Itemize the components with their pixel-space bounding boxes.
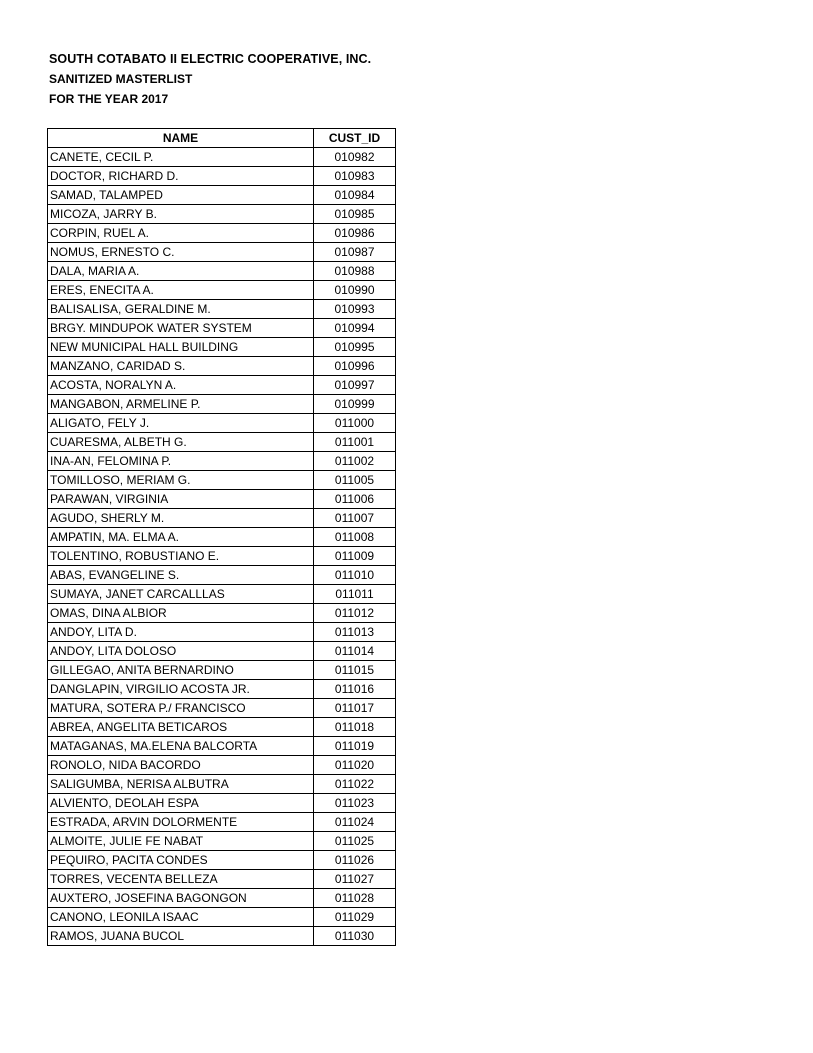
customer-id-cell: 011018 bbox=[314, 718, 396, 737]
customer-name-cell: DANGLAPIN, VIRGILIO ACOSTA JR. bbox=[48, 680, 314, 699]
customer-name-cell: CORPIN, RUEL A. bbox=[48, 224, 314, 243]
table-row bbox=[48, 585, 396, 604]
customer-id-cell: 011027 bbox=[314, 870, 396, 889]
customer-id-cell: 010993 bbox=[314, 300, 396, 319]
table-row bbox=[48, 661, 396, 680]
table-row bbox=[48, 300, 396, 319]
customer-name-cell: BRGY. MINDUPOK WATER SYSTEM bbox=[48, 319, 314, 338]
customer-id-cell: 011014 bbox=[314, 642, 396, 661]
customer-name-cell: ABAS, EVANGELINE S. bbox=[48, 566, 314, 585]
customer-id-cell: 011023 bbox=[314, 794, 396, 813]
table-row bbox=[48, 832, 396, 851]
table-row bbox=[48, 148, 396, 167]
customer-id-cell: 011025 bbox=[314, 832, 396, 851]
table-row bbox=[48, 205, 396, 224]
customer-name-cell: AUXTERO, JOSEFINA BAGONGON bbox=[48, 889, 314, 908]
customer-name-cell: MANGABON, ARMELINE P. bbox=[48, 395, 314, 414]
customer-id-cell: 010995 bbox=[314, 338, 396, 357]
column-header-name: NAME bbox=[48, 129, 314, 148]
table-row bbox=[48, 338, 396, 357]
customer-name-cell: NEW MUNICIPAL HALL BUILDING bbox=[48, 338, 314, 357]
customer-id-cell: 011017 bbox=[314, 699, 396, 718]
table-header-row bbox=[48, 129, 396, 148]
customer-id-cell: 011009 bbox=[314, 547, 396, 566]
document-year: FOR THE YEAR 2017 bbox=[49, 92, 169, 106]
table-row bbox=[48, 756, 396, 775]
table-row bbox=[48, 452, 396, 471]
customer-id-cell: 010994 bbox=[314, 319, 396, 338]
table-row bbox=[48, 927, 396, 946]
customer-id-cell: 011019 bbox=[314, 737, 396, 756]
column-header-cust-id: CUST_ID bbox=[314, 129, 396, 148]
table-row bbox=[48, 908, 396, 927]
customer-name-cell: BALISALISA, GERALDINE M. bbox=[48, 300, 314, 319]
customer-name-cell: CUARESMA, ALBETH G. bbox=[48, 433, 314, 452]
customer-name-cell: DALA, MARIA A. bbox=[48, 262, 314, 281]
customer-name-cell: SAMAD, TALAMPED bbox=[48, 186, 314, 205]
customer-name-cell: TOMILLOSO, MERIAM G. bbox=[48, 471, 314, 490]
table-row bbox=[48, 357, 396, 376]
table-row bbox=[48, 566, 396, 585]
table-row bbox=[48, 490, 396, 509]
customer-id-cell: 010997 bbox=[314, 376, 396, 395]
table-row bbox=[48, 376, 396, 395]
customer-name-cell: INA-AN, FELOMINA P. bbox=[48, 452, 314, 471]
customer-id-cell: 011007 bbox=[314, 509, 396, 528]
table-row bbox=[48, 547, 396, 566]
customer-name-cell: SUMAYA, JANET CARCALLLAS bbox=[48, 585, 314, 604]
customer-name-cell: ESTRADA, ARVIN DOLORMENTE bbox=[48, 813, 314, 832]
customer-name-cell: ALMOITE, JULIE FE NABAT bbox=[48, 832, 314, 851]
customer-name-cell: MATAGANAS, MA.ELENA BALCORTA bbox=[48, 737, 314, 756]
customer-id-cell: 010985 bbox=[314, 205, 396, 224]
customer-id-cell: 010982 bbox=[314, 148, 396, 167]
table-row bbox=[48, 604, 396, 623]
table-row bbox=[48, 509, 396, 528]
customer-id-cell: 011005 bbox=[314, 471, 396, 490]
document-title: SANITIZED MASTERLIST bbox=[49, 72, 193, 86]
company-name: SOUTH COTABATO II ELECTRIC COOPERATIVE, INC. bbox=[49, 52, 372, 66]
customer-id-cell: 011013 bbox=[314, 623, 396, 642]
table-row bbox=[48, 471, 396, 490]
customer-name-cell: ANDOY, LITA D. bbox=[48, 623, 314, 642]
customer-name-cell: RAMOS, JUANA BUCOL bbox=[48, 927, 314, 946]
customer-name-cell: MATURA, SOTERA P./ FRANCISCO bbox=[48, 699, 314, 718]
customer-name-cell: TORRES, VECENTA BELLEZA bbox=[48, 870, 314, 889]
customer-name-cell: CANETE, CECIL P. bbox=[48, 148, 314, 167]
customer-name-cell: ABREA, ANGELITA BETICAROS bbox=[48, 718, 314, 737]
table-row bbox=[48, 395, 396, 414]
customer-name-cell: NOMUS, ERNESTO C. bbox=[48, 243, 314, 262]
table-row bbox=[48, 851, 396, 870]
customer-name-cell: GILLEGAO, ANITA BERNARDINO bbox=[48, 661, 314, 680]
customer-id-cell: 011012 bbox=[314, 604, 396, 623]
customer-name-cell: CANONO, LEONILA ISAAC bbox=[48, 908, 314, 927]
table-row bbox=[48, 319, 396, 338]
customer-name-cell: AMPATIN, MA. ELMA A. bbox=[48, 528, 314, 547]
customer-name-cell: MANZANO, CARIDAD S. bbox=[48, 357, 314, 376]
table-row bbox=[48, 718, 396, 737]
table-row bbox=[48, 680, 396, 699]
customer-id-cell: 011010 bbox=[314, 566, 396, 585]
table-row bbox=[48, 281, 396, 300]
customer-name-cell: ALIGATO, FELY J. bbox=[48, 414, 314, 433]
table-row bbox=[48, 414, 396, 433]
customer-id-cell: 011020 bbox=[314, 756, 396, 775]
customer-id-cell: 010988 bbox=[314, 262, 396, 281]
customer-id-cell: 011006 bbox=[314, 490, 396, 509]
customer-id-cell: 010983 bbox=[314, 167, 396, 186]
customer-id-cell: 010986 bbox=[314, 224, 396, 243]
table-row bbox=[48, 167, 396, 186]
customer-name-cell: OMAS, DINA ALBIOR bbox=[48, 604, 314, 623]
table-row bbox=[48, 642, 396, 661]
customer-id-cell: 010984 bbox=[314, 186, 396, 205]
customer-id-cell: 010990 bbox=[314, 281, 396, 300]
table-row bbox=[48, 186, 396, 205]
customer-name-cell: PEQUIRO, PACITA CONDES bbox=[48, 851, 314, 870]
customer-id-cell: 010987 bbox=[314, 243, 396, 262]
table-row bbox=[48, 889, 396, 908]
table-row bbox=[48, 243, 396, 262]
customer-id-cell: 011001 bbox=[314, 433, 396, 452]
customer-name-cell: ANDOY, LITA DOLOSO bbox=[48, 642, 314, 661]
table-row bbox=[48, 813, 396, 832]
table-row bbox=[48, 737, 396, 756]
customer-id-cell: 011024 bbox=[314, 813, 396, 832]
customer-id-cell: 011000 bbox=[314, 414, 396, 433]
customer-id-cell: 011015 bbox=[314, 661, 396, 680]
customer-name-cell: SALIGUMBA, NERISA ALBUTRA bbox=[48, 775, 314, 794]
customer-name-cell: ERES, ENECITA A. bbox=[48, 281, 314, 300]
customer-id-cell: 011016 bbox=[314, 680, 396, 699]
customer-id-cell: 011022 bbox=[314, 775, 396, 794]
table-row bbox=[48, 794, 396, 813]
customer-name-cell: TOLENTINO, ROBUSTIANO E. bbox=[48, 547, 314, 566]
table-body bbox=[48, 148, 396, 946]
customer-name-cell: ACOSTA, NORALYN A. bbox=[48, 376, 314, 395]
customer-id-cell: 011026 bbox=[314, 851, 396, 870]
document-header bbox=[49, 50, 371, 110]
customer-id-cell: 010999 bbox=[314, 395, 396, 414]
table-row bbox=[48, 623, 396, 642]
table-row bbox=[48, 262, 396, 281]
customer-name-cell: ALVIENTO, DEOLAH ESPA bbox=[48, 794, 314, 813]
customer-name-cell: MICOZA, JARRY B. bbox=[48, 205, 314, 224]
table-row bbox=[48, 699, 396, 718]
customer-id-cell: 011008 bbox=[314, 528, 396, 547]
customer-name-cell: DOCTOR, RICHARD D. bbox=[48, 167, 314, 186]
table-row bbox=[48, 870, 396, 889]
table-row bbox=[48, 433, 396, 452]
table-row bbox=[48, 775, 396, 794]
table-row bbox=[48, 224, 396, 243]
customer-id-cell: 010996 bbox=[314, 357, 396, 376]
customer-id-cell: 011011 bbox=[314, 585, 396, 604]
customer-name-cell: RONOLO, NIDA BACORDO bbox=[48, 756, 314, 775]
masterlist-table bbox=[47, 128, 396, 946]
customer-id-cell: 011029 bbox=[314, 908, 396, 927]
customer-id-cell: 011002 bbox=[314, 452, 396, 471]
customer-name-cell: AGUDO, SHERLY M. bbox=[48, 509, 314, 528]
table-row bbox=[48, 528, 396, 547]
customer-name-cell: PARAWAN, VIRGINIA bbox=[48, 490, 314, 509]
customer-id-cell: 011030 bbox=[314, 927, 396, 946]
customer-id-cell: 011028 bbox=[314, 889, 396, 908]
